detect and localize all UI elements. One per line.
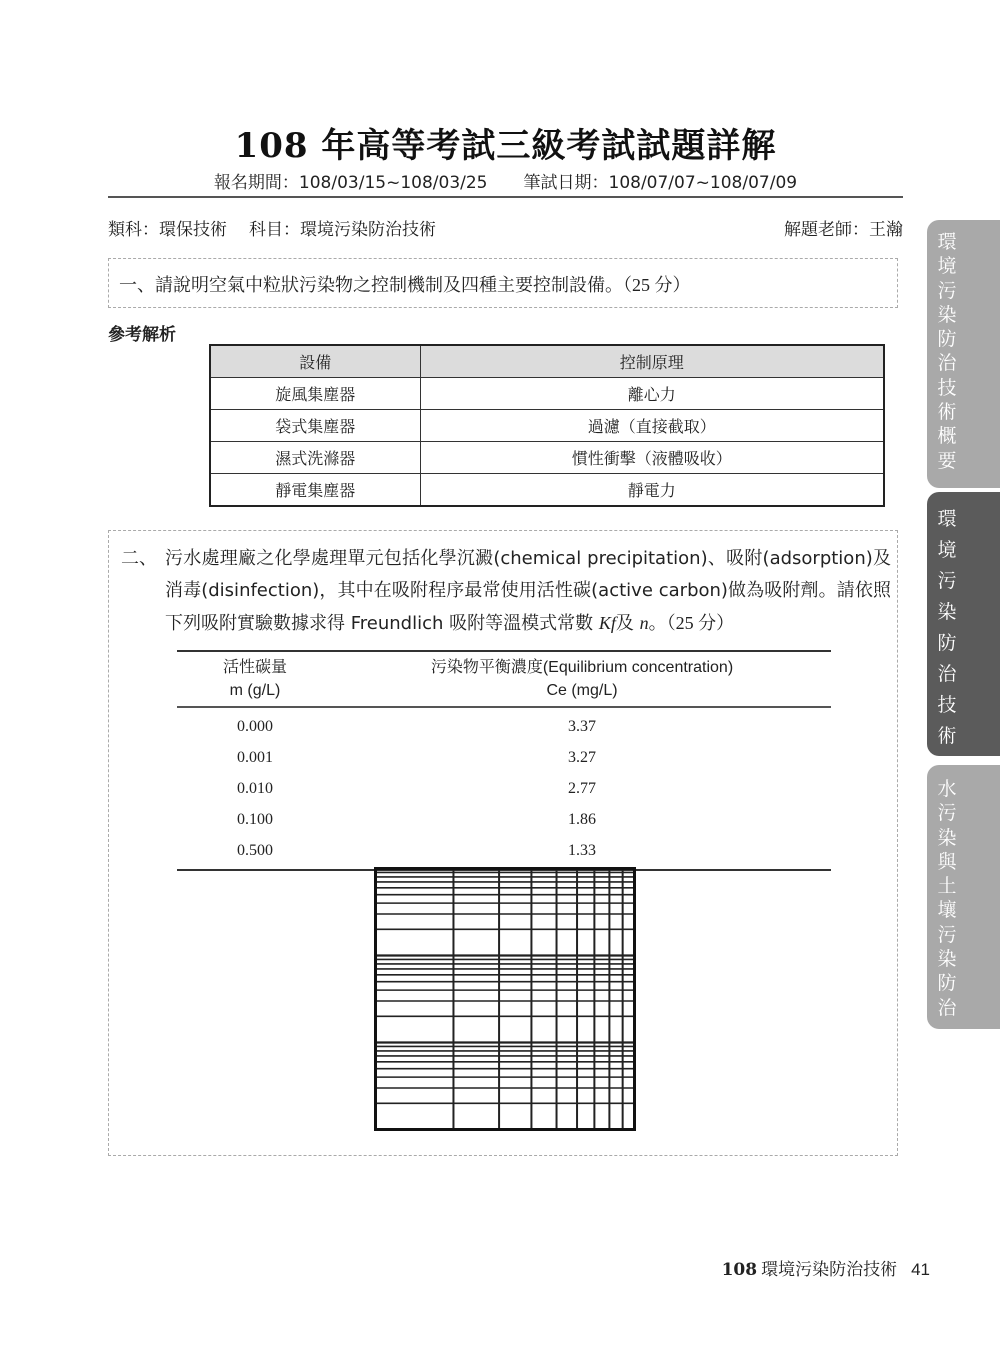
m-cell: 0.001 xyxy=(237,748,273,766)
side-tab-overview[interactable] xyxy=(927,220,1000,488)
m-cell: 0.010 xyxy=(237,779,273,797)
side-tab-char: 環 xyxy=(937,231,957,253)
side-tab-char: 染 xyxy=(937,948,957,971)
table-row xyxy=(177,742,831,773)
side-tab-char: 要 xyxy=(937,449,957,472)
question-1-text xyxy=(119,271,691,297)
category: 類科：環保技術 xyxy=(108,220,227,240)
side-tab-char: 治 xyxy=(937,996,957,1019)
kf-symbol: Kf xyxy=(598,613,616,633)
header-carbon-dose-unit: m (g/L) xyxy=(229,682,281,699)
and-word: 及 xyxy=(615,613,634,634)
equipment-table xyxy=(209,344,885,507)
exam-dates xyxy=(108,168,903,193)
side-tab-char: 概 xyxy=(937,425,957,448)
side-tab-char: 境 xyxy=(937,255,957,278)
table-row xyxy=(177,773,831,804)
side-tab-water-soil[interactable] xyxy=(927,765,1000,1029)
side-tab-char: 污 xyxy=(937,279,957,302)
header-carbon-dose-label: 活性碳量 xyxy=(222,659,287,676)
table-row xyxy=(210,474,884,507)
side-tab-char: 土 xyxy=(937,875,957,898)
principle-cell: 慣性衝擊（液體吸收） xyxy=(420,442,884,474)
table-row xyxy=(177,835,831,870)
m-cell: 0.100 xyxy=(237,810,273,828)
table-row xyxy=(210,442,884,474)
table-row xyxy=(210,410,884,442)
side-tab-char: 污 xyxy=(937,923,957,946)
question-1-body: 請說明空氣中粒狀污染物之控制機制及四種主要控制設備。 xyxy=(155,275,623,296)
m-cell: 0.000 xyxy=(237,717,273,735)
question-2-number: 二、 xyxy=(121,548,157,569)
question-2-score: （25 分） xyxy=(666,613,735,633)
ce-cell: 3.27 xyxy=(568,748,596,766)
side-tab-technology[interactable] xyxy=(927,492,1000,756)
side-tab-char: 環 xyxy=(937,508,957,530)
ce-cell: 1.86 xyxy=(568,810,596,828)
ce-cell: 2.77 xyxy=(568,779,596,797)
table-row xyxy=(210,378,884,410)
side-tab-char: 染 xyxy=(937,826,957,849)
ce-cell: 1.33 xyxy=(568,841,596,859)
side-tab-char: 術 xyxy=(937,725,957,747)
equipment-cell: 袋式集塵器 xyxy=(210,410,420,442)
question-1-score: （25 分） xyxy=(623,275,691,295)
side-tab-char: 防 xyxy=(937,328,957,351)
m-cell: 0.500 xyxy=(237,841,273,859)
side-tab-char: 技 xyxy=(937,376,957,399)
question-1-number: 一、 xyxy=(119,275,155,296)
side-tab-char: 污 xyxy=(937,570,957,592)
n-symbol: n xyxy=(639,613,649,633)
reference-answer-label: 參考解析 xyxy=(108,325,176,345)
question-2-body: 污水處理廠之化學處理單元包括化學沉澱(chemical precipitation)、吸附(adsorption)及消毒(disinfection)，其中在吸附程序最常使用活性碳(active carbon)做為吸附劑。請依照下列吸附實驗數據求得 Freundlich 吸附等溫模式常數 xyxy=(165,548,891,634)
subject: 科目：環境污染防治技術 xyxy=(249,220,436,240)
equipment-cell: 濕式洗滌器 xyxy=(210,442,420,474)
footer-year: 108 xyxy=(721,1260,758,1280)
side-tab-char: 水 xyxy=(937,778,957,800)
page-number: 41 xyxy=(911,1260,930,1279)
ce-cell: 3.37 xyxy=(568,717,596,735)
header-ce-unit: Ce (mg/L) xyxy=(546,682,618,699)
log-log-graph-paper xyxy=(374,867,636,1131)
header-divider xyxy=(108,196,903,198)
side-tab-char: 境 xyxy=(937,539,957,561)
side-tab-char: 防 xyxy=(937,972,957,995)
data-header-row xyxy=(177,651,831,707)
header-equipment: 設備 xyxy=(210,345,420,378)
grid-border xyxy=(376,869,635,1130)
side-tab-char: 治 xyxy=(937,663,957,685)
teacher: 解題老師：王瀚 xyxy=(784,220,903,240)
table-row xyxy=(177,804,831,835)
header-carbon-dose xyxy=(177,651,333,707)
side-tab-char: 防 xyxy=(937,632,957,654)
header-ce-label: 污染物平衡濃度(Equilibrium concentration) xyxy=(430,659,734,676)
page-footer xyxy=(722,1255,930,1280)
table-header-row xyxy=(210,345,884,378)
side-tab-char: 染 xyxy=(937,601,957,623)
equipment-cell: 靜電集塵器 xyxy=(210,474,420,507)
page-title: 108 年高等考試三級考試試題詳解 xyxy=(234,126,777,166)
principle-cell: 靜電力 xyxy=(420,474,884,507)
side-tab-char: 術 xyxy=(937,401,957,424)
side-tab-char: 與 xyxy=(937,850,957,873)
exam-date: 筆試日期：108/07/07~108/07/09 xyxy=(523,173,798,193)
table-row xyxy=(177,707,831,742)
question-2-text xyxy=(121,543,891,640)
equipment-cell: 旋風集塵器 xyxy=(210,378,420,410)
registration-period: 報名期間：108/03/15~108/03/25 xyxy=(213,173,488,193)
side-tab-char: 技 xyxy=(937,694,957,716)
header-equilibrium-concentration xyxy=(333,651,831,707)
question-1-box xyxy=(108,258,898,308)
category-line xyxy=(108,215,436,240)
footer-book-title: 環境污染防治技術 xyxy=(761,1260,898,1280)
period: 。 xyxy=(648,613,667,634)
side-tab-char: 壤 xyxy=(937,899,957,922)
side-tab-char: 治 xyxy=(937,352,957,375)
header-principle: 控制原理 xyxy=(420,345,884,378)
principle-cell: 離心力 xyxy=(420,378,884,410)
principle-cell: 過濾（直接截取） xyxy=(420,410,884,442)
side-tab-char: 染 xyxy=(937,303,957,326)
side-tab-char: 污 xyxy=(937,802,957,825)
adsorption-data-table xyxy=(177,650,831,871)
